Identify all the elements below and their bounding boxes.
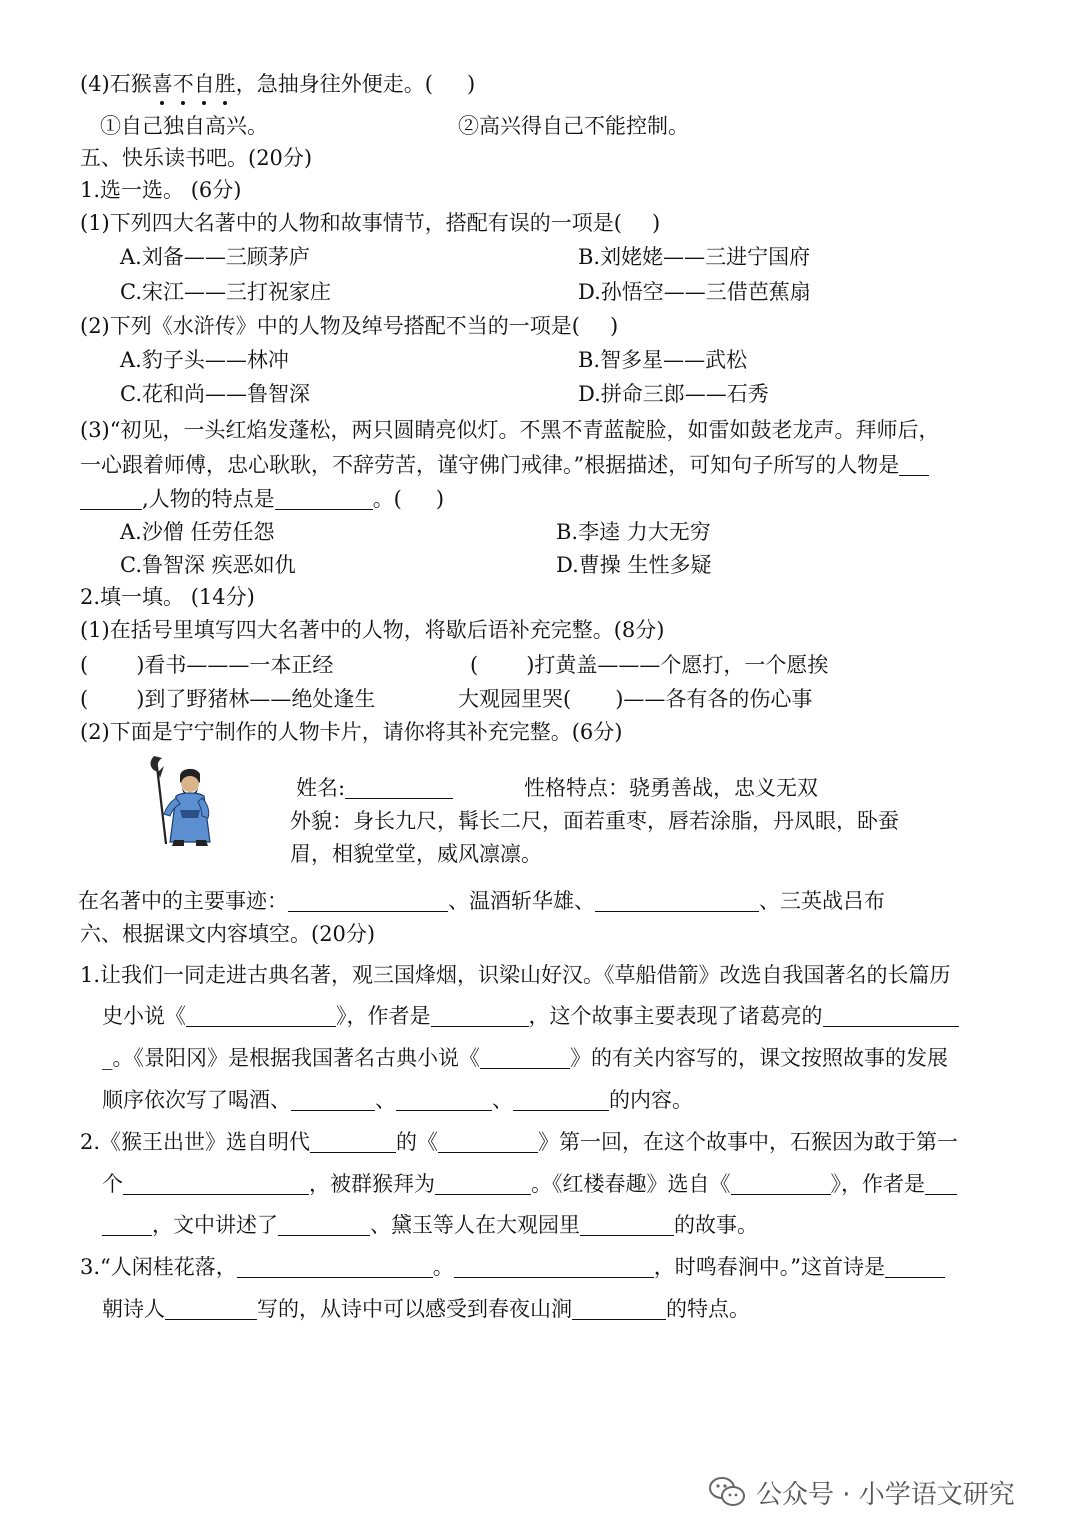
watermark [708, 1474, 1015, 1510]
s6-q2-line2: 个 ，被群猴拜为 。《红楼春趣》选自《 》，作者是 [102, 1170, 957, 1198]
s5-q3-option-d: D.曹操 生性多疑 [556, 553, 712, 577]
s5-q3-option-c: C.鲁智深 疾恶如仇 [120, 553, 296, 577]
card-deeds: 在名著中的主要事迹： 、温酒斩华雄、 、三英战吕布 [78, 889, 885, 913]
s5-q1-stem: (1)下列四大名著中的人物和故事情节，搭配有误的一项是( ) [80, 211, 661, 235]
s6-q2-line3: ，文中讲述了 、黛玉等人在大观园里 的故事。 [102, 1211, 758, 1239]
section-5-title: 五、快乐读书吧。(20分) [80, 146, 313, 170]
s5-q3-line1: (3)“初见，一头红焰发蓬松，两只圆睛亮似灯。不黑不青蓝靛脸，如雷如鼓老龙声。拜师后， [80, 418, 940, 442]
q4-option-1: ①自己独自高兴。 [100, 114, 268, 138]
s5-q1-option-c: C.宋江——三打祝家庄 [120, 280, 331, 304]
card-looks-line1: 外貌：身长九尺，髯长二尺，面若重枣，唇若涂脂，丹凤眼，卧蚕 [290, 809, 899, 833]
s6-q3-line2: 朝诗人 写的，从诗中可以感受到春夜山涧 的特点。 [102, 1297, 750, 1321]
s5-q3-option-a: A.沙僧 任劳任怨 [120, 520, 275, 544]
q4-option-2: ②高兴得自己不能控制。 [458, 114, 689, 138]
s6-q1-line3: _。《景阳冈》是根据我国著名古典小说《 》的有关内容写的，课文按照故事的发展 [102, 1046, 948, 1070]
s5-q3-line2: 一心跟着师傅，忠心耿耿，不辞劳苦，谨守佛门戒律。”根据描述，可知句子所写的人物是 [80, 451, 929, 479]
xiehouyu-2: ( )打黄盖———个愿打，一个愿挨 [470, 653, 829, 677]
xiehouyu-4: 大观园里哭( )——各有各的伤心事 [458, 687, 813, 711]
s6-q1-line2: 史小说《 》，作者是 ，这个故事主要表现了诸葛亮的 [102, 1002, 959, 1030]
wechat-icon [708, 1475, 746, 1509]
s6-q1-line4: 顺序依次写了喝酒、 、 、 的内容。 [102, 1088, 693, 1112]
xiehouyu-3: ( )到了野猪林——绝处逢生 [80, 687, 376, 711]
s5-q2-option-d: D.拼命三郎——石秀 [578, 382, 769, 406]
s5-q2-option-a: A.豹子头——林冲 [120, 348, 289, 372]
s5-q2-option-c: C.花和尚——鲁智深 [120, 382, 310, 406]
xiehouyu-1: ( )看书———一本正经 [80, 653, 334, 677]
section-5-part2-title: 2.填一填。 (14分) [80, 585, 255, 609]
s5-fill-q2-title: (2)下面是宁宁制作的人物卡片，请你将其补充完整。(6分) [80, 720, 623, 744]
s6-q2-line1: 2.《猴王出世》选自明代 的《 》第一回，在这个故事中，石猴因为敢于第一 [80, 1130, 959, 1154]
s5-q3-line3: ,人物的特点是 。( ) [80, 485, 444, 513]
watermark-text: 公众号 · 小学语文研究 [756, 1479, 1015, 1510]
s6-q3-line1: 3.“人闲桂花落， 。 ，时鸣春涧中。”这首诗是 [80, 1253, 945, 1281]
s5-q1-option-b: B.刘姥姥——三进宁国府 [578, 245, 811, 269]
s5-q2-stem: (2)下列《水浒传》中的人物及绰号搭配不当的一项是( ) [80, 314, 619, 338]
s5-q1-option-d: D.孙悟空——三借芭蕉扇 [578, 280, 811, 304]
section-5-part1-title: 1.选一选。 (6分) [80, 178, 242, 202]
section-6-title: 六、根据课文内容填空。(20分) [80, 922, 376, 946]
s5-q3-option-b: B.李逵 力大无穷 [556, 520, 711, 544]
card-looks-line2: 眉，相貌堂堂，威风凛凛。 [290, 842, 542, 866]
s5-q2-option-b: B.智多星——武松 [578, 348, 748, 372]
s5-fill-q1-title: (1)在括号里填写四大名著中的人物，将歇后语补充完整。(8分) [80, 618, 665, 642]
card-name: 姓名: [296, 774, 453, 802]
q4-stem: (4)石猴喜不自胜，急抽身往外便走。( ) [80, 72, 476, 96]
s5-q1-option-a: A.刘备——三顾茅庐 [120, 245, 310, 269]
guan-yu-figure-icon [140, 752, 230, 848]
card-trait: 性格特点：骁勇善战，忠义无双 [524, 776, 818, 800]
s6-q1-line1: 1.让我们一同走进古典名著，观三国烽烟，识梁山好汉。《草船借箭》改选自我国著名的长篇历 [80, 963, 951, 987]
